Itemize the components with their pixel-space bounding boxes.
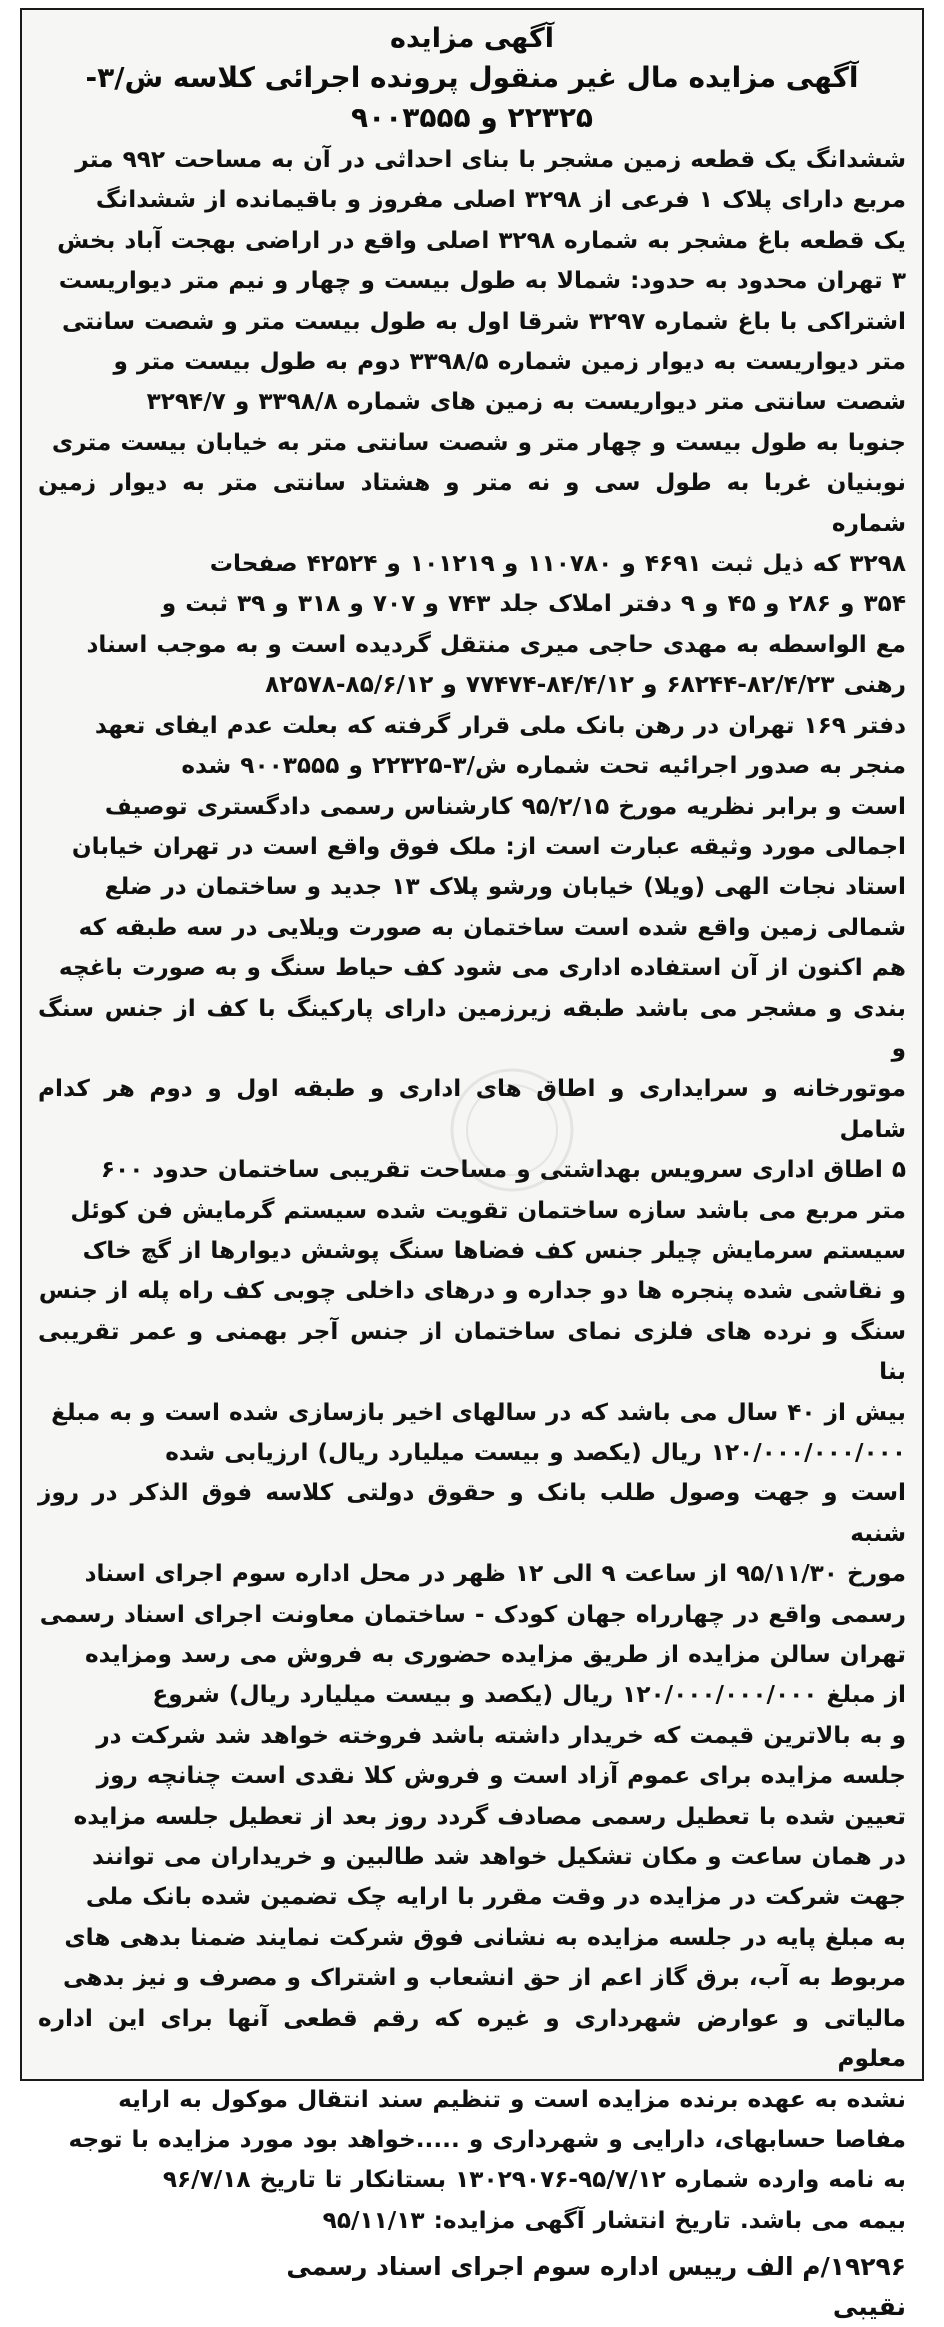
body-line: مالیاتی و عوارض شهرداری و غیره که رقم قطعی آنها برای این اداره معلوم <box>38 2004 906 2073</box>
body-line: سنگ و نرده های فلزی نمای ساختمان از جنس آجر بهمنی و عمر تقریبی بنا <box>38 1317 906 1386</box>
stamp-watermark-icon <box>422 1060 602 1200</box>
body-line: منجر به صدور اجرائیه تحت شماره ش/۳-۲۲۳۲۵ و ۹۰۰۳۵۵۵ شده <box>181 752 906 780</box>
body-line: شمالی زمین واقع شده است ساختمان به صورت ویلایی در سه طبقه که <box>78 913 906 941</box>
body-line: جنوبا به طول بیست و چهار متر و شصت سانتی متر به خیابان بیست متری <box>51 428 906 456</box>
body-line: ششدانگ یک قطعه زمین مشجر با بنای احداثی در آن به مساحت ۹۹۲ متر <box>75 146 906 173</box>
body-line: بندی و مشجر می باشد طبقه زیرزمین دارای پارکینگ با کف از جنس سنگ و <box>38 994 906 1062</box>
body-line: در همان ساعت و مکان تشکیل خواهد شد طالبین و خریداران می توانند <box>91 1843 906 1871</box>
notice-footer <box>38 2247 906 2327</box>
body-line: نشده به عهده برنده مزایده است و تنظیم سند انتقال موکول به ارایه <box>118 2085 906 2113</box>
body-line: و نقاشی شده پنجره ها دو جداره و درهای داخلی چوبی کف راه پله از جنس <box>38 1277 906 1305</box>
body-line: رهنی ۸۲/۴/۲۳-۶۸۲۴۴ و ۸۴/۴/۱۲-۷۷۴۷۴ و ۸۵/۶/۱۲-۸۲۵۷۸ <box>265 671 906 699</box>
body-line: بیمه می باشد. تاریخ انتشار آگهی مزایده: ۹۵/۱۱/۱۳ <box>322 2206 906 2234</box>
body-line: ۳۲۹۸ که ذیل ثبت ۴۶۹۱ و ۱۱۰۷۸۰ و ۱۰۱۲۱۹ و ۴۲۵۲۴ صفحات <box>209 550 906 578</box>
body-line: مع الواسطه به مهدی حاجی میری منتقل گردیده است و به موجب اسناد <box>86 630 906 658</box>
body-line: از مبلغ ۱۲۰/۰۰۰/۰۰۰/۰۰۰ ریال (یکصد و بیست میلیارد ریال) شروع <box>152 1681 906 1709</box>
body-line: موتورخانه و سرایداری و اطاق های اداری و طبقه اول و دوم هر کدام شامل <box>38 1075 906 1143</box>
case-numbers: ۲۲۳۲۵ و ۹۰۰۳۵۵۵ <box>351 101 593 134</box>
body-line: به نامه وارده شماره ۹۵/۷/۱۲-۱۳۰۲۹۰۷۶ بستانکار تا تاریخ ۹۶/۷/۱۸ <box>162 2166 906 2194</box>
body-line: یک قطعه باغ مشجر به شماره ۳۲۹۸ اصلی واقع در اراضی بهجت آباد بخش <box>57 226 906 254</box>
body-line: ۱۲۰/۰۰۰/۰۰۰/۰۰۰ ریال (یکصد و بیست میلیارد ریال) ارزیابی شده <box>165 1439 906 1466</box>
body-line: مورخ ۹۵/۱۱/۳۰ از ساعت ۹ الی ۱۲ ظهر در محل اداره سوم اجرای اسناد <box>84 1560 906 1588</box>
body-line: بیش از ۴۰ سال می باشد که در سالهای اخیر بازسازی شده است و به مبلغ <box>51 1398 906 1426</box>
notice-title: آگهی مزایده <box>390 23 554 54</box>
body-line: شصت سانتی متر دیواریست به زمین های شماره ۳۳۹۸/۸ و ۳۲۹۴/۷ <box>146 388 906 416</box>
body-line: است و برابر نظریه مورخ ۹۵/۲/۱۵ کارشناس رسمی دادگستری توصیف <box>104 792 906 820</box>
body-line: مربع دارای پلاک ۱ فرعی از ۳۲۹۸ اصلی مفروز و باقیمانده از ششدانگ <box>95 186 906 214</box>
body-line: به مبلغ پایه در جلسه مزایده به نشانی فوق شرکت نمایند ضمنا بدهی های <box>64 1923 906 1951</box>
body-line: متر دیواریست به دیوار زمین شماره ۳۳۹۸/۵ دوم به طول بیست متر و <box>113 348 906 376</box>
body-line: سیستم سرمایش چیلر جنس کف فضاها سنگ پوشش دیوارها از گچ خاک <box>82 1236 906 1264</box>
body-line: ۵ اطاق اداری سرویس بهداشتی و مساحت تقریبی ساختمان حدود ۶۰۰ <box>100 1156 906 1184</box>
body-line: نوبنیان غربا به طول سی و نه متر و هشتاد سانتی متر به دیوار زمین شماره <box>38 469 906 537</box>
body-line: و به بالاترین قیمت که خریدار داشته باشد فروخته خواهد شد شرکت در <box>96 1721 906 1749</box>
body-line: هم اکنون از آن استفاده اداری می شود کف حیاط سنگ و به صورت باغچه <box>58 954 906 982</box>
footer-reference: ۱۹۲۹۶/م الف رییس اداره سوم اجرای اسناد رسمی <box>286 2252 906 2282</box>
body-line: رسمی واقع در چهارراه جهان کودک - ساختمان معاونت اجرای اسناد رسمی <box>39 1600 906 1628</box>
body-line: استاد نجات الهی (ویلا) خیابان ورشو پلاک ۱۳ جدید و ساختمان در ضلع <box>104 873 906 901</box>
body-line: مربوط به آب، برق گاز اعم از حق انشعاب و اشتراک و مصرف و نیز بدهی <box>62 1964 906 1992</box>
notice-subtitle: آگهی مزایده مال غیر منقول پرونده اجرائی کلاسه ش/۳- <box>85 61 859 94</box>
notice-header <box>38 20 906 138</box>
body-line: ۳۵۴ و ۲۸۶ و ۴۵ و ۹ دفتر املاک جلد ۷۴۳ و ۷۰۷ و ۳۱۸ و ۳۹ ثبت و <box>161 590 906 618</box>
body-line: است و جهت وصول طلب بانک و حقوق دولتی کلاسه فوق الذکر در روز شنبه <box>38 1479 906 1547</box>
body-line: جهت شرکت در مزایده در وقت مقرر با ارایه چک تضمین شده بانک ملی <box>85 1883 906 1911</box>
body-line: تعیین شده با تعطیل رسمی مصادف گردد روز بعد از تعطیل جلسه مزایده <box>73 1802 906 1830</box>
notice-frame <box>20 8 924 2322</box>
body-line: مفاصا حسابهای، دارایی و شهرداری و .....خواهد بود مورد مزایده با توجه <box>68 2125 906 2153</box>
body-line: متر مربع می باشد سازه ساختمان تقویت شده سیستم گرمایش فن کوئل <box>70 1196 906 1224</box>
body-line: جلسه مزایده برای عموم آزاد است و فروش کلا نقدی است چنانچه روز <box>96 1762 906 1790</box>
body-line: دفتر ۱۶۹ تهران در رهن بانک ملی قرار گرفته که بعلت عدم ایفای تعهد <box>94 711 906 739</box>
body-line: اجمالی مورد وثیقه عبارت است از: ملک فوق واقع است در تهران خیابان <box>71 832 906 860</box>
signatory-name: نقیبی <box>832 2292 906 2322</box>
body-line: اشتراکی با باغ شماره ۳۲۹۷ شرقا اول به طول بیست متر و شصت سانتی <box>61 307 906 335</box>
body-line: ۳ تهران محدود به حدود: شمالا به طول بیست و چهار و نیم متر دیواریست <box>58 267 906 295</box>
body-line: تهران سالن مزایده از طریق مزایده حضوری به فروش می رسد ومزایده <box>84 1641 906 1669</box>
